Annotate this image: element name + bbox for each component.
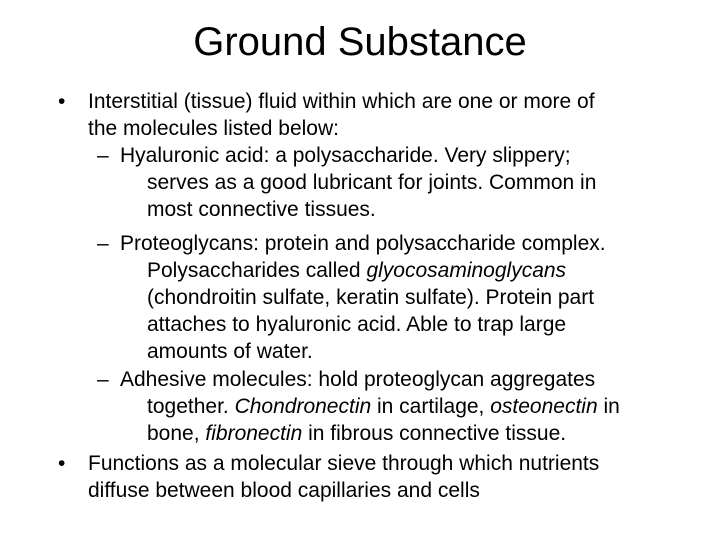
sub-3-line-3-text-c: in fibrous connective tissue. — [302, 422, 567, 445]
sub-2-line-3: (chondroitin sulfate, keratin sulfate). Protein part — [147, 286, 595, 309]
sub-3-line-2 — [147, 393, 620, 420]
bullet-2-line-1: Functions as a molecular sieve through which nutrients — [88, 452, 600, 475]
sub-3-line-2-text-c: in cartilage, — [371, 395, 491, 418]
sub-3-line-3-text-a: bone, — [147, 422, 206, 445]
sub-2-term-glyocosaminoglycans: glyocosaminoglycans — [366, 259, 567, 282]
bullet-2-line-2: diffuse between blood capillaries and cells — [88, 479, 480, 502]
sub-3-term-fibronectin: fibronectin — [205, 422, 303, 445]
sub-2-line-4: attaches to hyaluronic acid. Able to trap large — [147, 313, 567, 336]
sub-3-line-2-text-a: together. — [147, 395, 235, 418]
bullet-marker: • — [58, 452, 66, 475]
slide-title: Ground Substance — [193, 20, 527, 64]
sub-bullet-marker: – — [97, 144, 109, 167]
sub-1-line-1: Hyaluronic acid: a polysaccharide. Very slippery; — [120, 144, 571, 167]
sub-2-line-1: Proteoglycans: protein and polysaccharide complex. — [120, 232, 606, 255]
sub-2-line-2 — [147, 257, 566, 284]
bullet-1-line-1: Interstitial (tissue) fluid within which are one or more of — [88, 90, 595, 113]
sub-3-line-3 — [147, 420, 566, 447]
sub-2-line-5: amounts of water. — [147, 340, 313, 363]
sub-3-term-osteonectin: osteonectin — [490, 395, 598, 418]
sub-bullet-marker: – — [97, 368, 109, 391]
sub-3-term-chondronectin: Chondronectin — [234, 395, 372, 418]
bullet-marker: • — [58, 90, 66, 113]
sub-1-line-3: most connective tissues. — [147, 198, 376, 221]
sub-3-line-1: Adhesive molecules: hold proteoglycan aggregates — [120, 368, 596, 391]
sub-2-line-2-text: Polysaccharides called — [147, 259, 367, 282]
sub-bullet-marker: – — [97, 232, 109, 255]
sub-1-line-2: serves as a good lubricant for joints. Common in — [147, 171, 597, 194]
sub-3-line-2-text-e: in — [597, 395, 620, 418]
bullet-1-line-2: the molecules listed below: — [88, 117, 339, 140]
